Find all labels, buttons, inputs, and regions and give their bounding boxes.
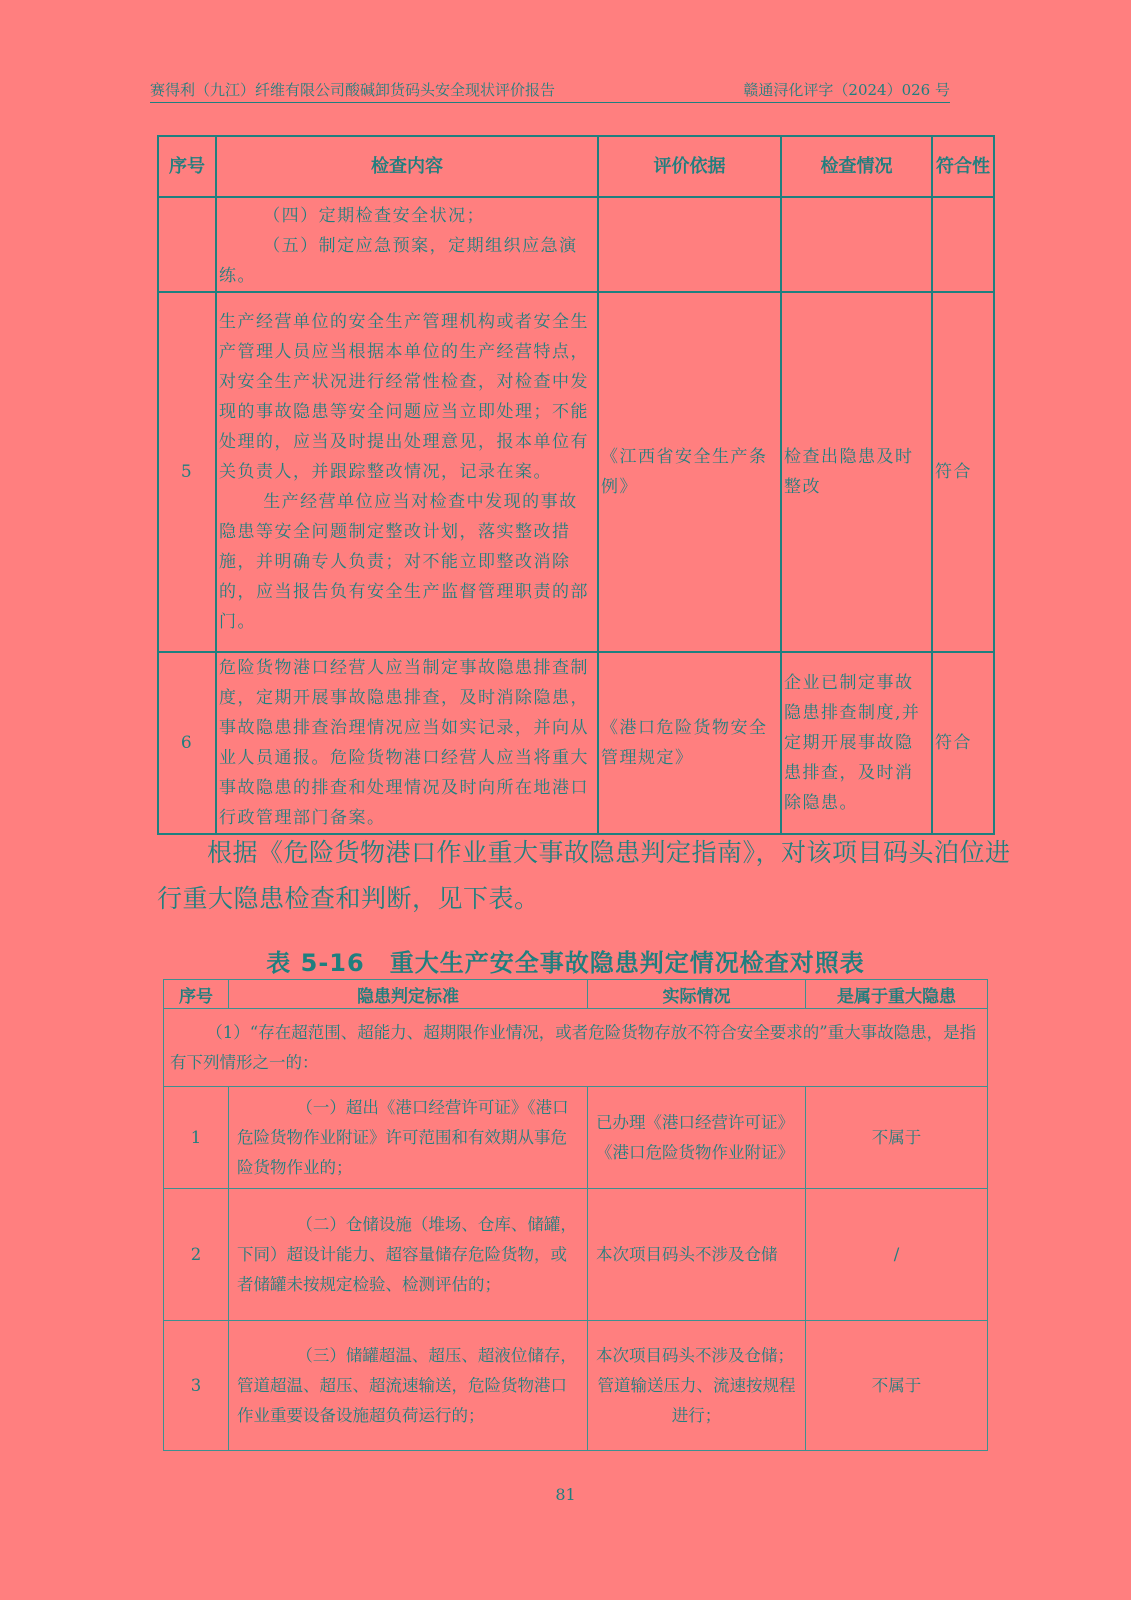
row-no: 2 <box>164 1189 229 1321</box>
row-actual: 本次项目码头不涉及仓储； 管道输送压力、流速按规程进行； <box>588 1321 806 1451</box>
col-header-basis: 评价依据 <box>598 136 781 197</box>
col-header-status: 检查情况 <box>781 136 932 197</box>
row-no <box>158 197 216 292</box>
col-header-no: 序号 <box>158 136 216 197</box>
col-header-actual: 实际情况 <box>588 980 806 1009</box>
row-conformity: 符合 <box>932 652 994 834</box>
row-actual: 已办理《港口经营许可证》《港口危险货物作业附证》 <box>588 1087 806 1189</box>
row-basis: 《港口危险货物安全管理规定》 <box>598 652 781 834</box>
row-basis <box>598 197 781 292</box>
report-title: 赛得利（九江）纤维有限公司酸碱卸货码头安全现状评价报告 <box>150 81 556 99</box>
row-major: / <box>806 1189 988 1321</box>
row-no: 1 <box>164 1087 229 1189</box>
report-number: 赣通浔化评字（2024）026 号 <box>743 81 950 99</box>
row-standard: （三）储罐超温、超压、超液位储存，管道超温、超压、超流速输送，危险货物港口作业重要设备设施超负荷运行的； <box>229 1321 588 1451</box>
row-status <box>781 197 932 292</box>
row-major: 不属于 <box>806 1321 988 1451</box>
row-standard: （二）仓储设施（堆场、仓库、储罐，下同）超设计能力、超容量储存危险货物，或者储罐未按规定检验、检测评估的； <box>229 1189 588 1321</box>
row-no: 5 <box>158 292 216 652</box>
row-no: 6 <box>158 652 216 834</box>
page-header <box>150 78 950 103</box>
row-status: 检查出隐患及时整改 <box>781 292 932 652</box>
hazard-table <box>163 979 988 1451</box>
col-header-major: 是属于重大隐患 <box>806 980 988 1009</box>
col-header-conformity: 符合性 <box>932 136 994 197</box>
row-standard: （一）超出《港口经营许可证》《港口危险货物作业附证》许可范围和有效期从事危险货物作业的； <box>229 1087 588 1189</box>
row-content: （四）定期检查安全状况； （五）制定应急预案，定期组织应急演练。 <box>216 197 598 292</box>
col-header-standard: 隐患判定标准 <box>229 980 588 1009</box>
page-number: 81 <box>555 1485 576 1504</box>
row-conformity <box>932 197 994 292</box>
row-content: 危险货物港口经营人应当制定事故隐患排查制度，定期开展事故隐患排查，及时消除隐患，事故隐患排查治理情况应当如实记录，并向从业人员通报。危险货物港口经营人应当将重大事故隐患的排查和处理情况及时向所在地港口行政管理部门备案。 <box>216 652 598 834</box>
section-row <box>164 1009 988 1087</box>
row-content: 生产经营单位的安全生产管理机构或者安全生产管理人员应当根据本单位的生产经营特点，对安全生产状况进行经常性检查，对检查中发现的事故隐患等安全问题应当立即处理；不能处理的，应当及时提出处理意见，报本单位有关负责人，并跟踪整改情况，记录在案。 生产经营单位应当对检查中发现的事故隐患等安全问题制定整改计划，落实整改措施，并明确专人负责；对不能立即整改消除的，应当报告负有安全生产监督管理职责的部门。 <box>216 292 598 652</box>
table-row <box>164 1321 988 1451</box>
row-major: 不属于 <box>806 1087 988 1189</box>
row-actual: 本次项目码头不涉及仓储 <box>588 1189 806 1321</box>
col-header-no: 序号 <box>164 980 229 1009</box>
table-header-row <box>164 980 988 1009</box>
section-text: （1）“存在超范围、超能力、超期限作业情况，或者危险货物存放不符合安全要求的”重大事故隐患，是指有下列情形之一的： <box>164 1009 988 1087</box>
table-row <box>164 1189 988 1321</box>
col-header-content: 检查内容 <box>216 136 598 197</box>
row-status: 企业已制定事故隐患排查制度,并定期开展事故隐患排查，及时消除隐患。 <box>781 652 932 834</box>
table-header-row <box>158 136 994 197</box>
row-conformity: 符合 <box>932 292 994 652</box>
table-row <box>158 652 994 834</box>
table-row <box>158 197 994 292</box>
row-basis: 《江西省安全生产条例》 <box>598 292 781 652</box>
body-paragraph: 根据《危险货物港口作业重大事故隐患判定指南》，对该项目码头泊位进 行重大隐患检查和判断，见下表。 <box>157 838 1011 913</box>
table-row <box>164 1087 988 1189</box>
inspection-table <box>157 135 995 835</box>
table-caption: 表 5-16 重大生产安全事故隐患判定情况检查对照表 <box>266 949 865 977</box>
row-no: 3 <box>164 1321 229 1451</box>
table-row <box>158 292 994 652</box>
